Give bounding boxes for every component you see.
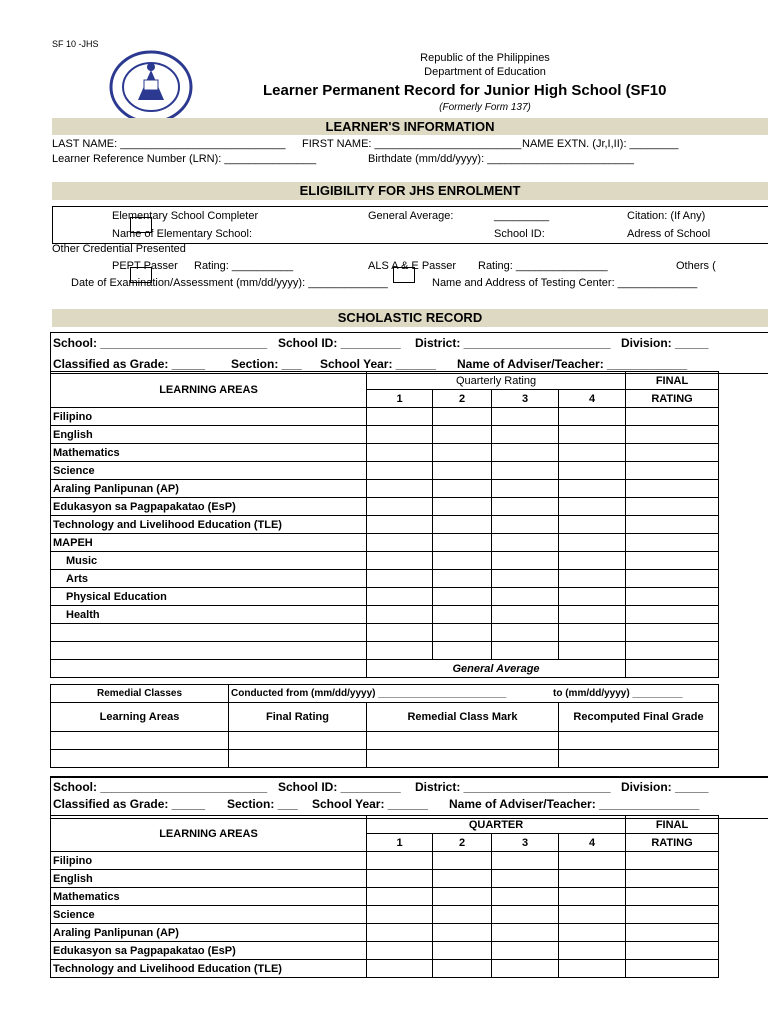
quarter-grade-cell[interactable] <box>559 570 626 588</box>
quarter-grade-cell[interactable] <box>433 642 492 660</box>
table-row <box>51 516 719 534</box>
quarter-grade-cell[interactable] <box>559 942 626 960</box>
quarter-3-header-2: 3 <box>492 834 559 852</box>
quarter-4-header: 4 <box>559 390 626 408</box>
table-row <box>51 480 719 498</box>
subject-cell: Araling Panlipunan (AP) <box>51 480 367 498</box>
quarter-grade-cell[interactable] <box>367 426 433 444</box>
quarter-grade-cell[interactable] <box>433 906 492 924</box>
table-row <box>51 924 719 942</box>
quarter-grade-cell[interactable] <box>492 462 559 480</box>
subject-cell <box>51 624 367 642</box>
subject-cell: Filipino <box>51 852 367 870</box>
quarter-grade-cell[interactable] <box>492 906 559 924</box>
final-rating-cell[interactable] <box>626 498 719 516</box>
table-row <box>51 552 719 570</box>
page-title: Learner Permanent Record for Junior High School (SF10 <box>263 82 667 99</box>
table-row <box>51 408 719 426</box>
final-rating-cell[interactable] <box>626 444 719 462</box>
general-average-label: General Average <box>367 660 626 678</box>
final-rating-cell[interactable] <box>626 480 719 498</box>
quarter-grade-cell[interactable] <box>433 444 492 462</box>
remedial-cell[interactable] <box>367 750 559 768</box>
table-row <box>51 942 719 960</box>
final-rating-cell[interactable] <box>626 534 719 552</box>
quarter-grade-cell[interactable] <box>492 498 559 516</box>
remedial-learning-areas-header: Learning Areas <box>51 703 229 732</box>
table-row <box>51 624 719 642</box>
pept-rating-field[interactable]: Rating: __________ <box>194 260 294 272</box>
school-year-field-1[interactable]: School Year: ______ <box>320 357 436 371</box>
quarter-grade-cell[interactable] <box>559 606 626 624</box>
subject-cell: English <box>51 870 367 888</box>
quarter-grade-cell[interactable] <box>367 588 433 606</box>
remedial-cell[interactable] <box>367 732 559 750</box>
quarter-grade-cell[interactable] <box>433 888 492 906</box>
quarter-grade-cell[interactable] <box>559 462 626 480</box>
remedial-cell[interactable] <box>229 732 367 750</box>
quarter-grade-cell[interactable] <box>433 942 492 960</box>
form-code: SF 10 -JHS <box>52 39 99 49</box>
quarter-grade-cell[interactable] <box>367 888 433 906</box>
deped-seal-icon <box>108 50 194 124</box>
remedial-cell[interactable] <box>559 732 719 750</box>
quarter-grade-cell[interactable] <box>367 516 433 534</box>
final-rating-cell[interactable] <box>626 462 719 480</box>
quarter-grade-cell[interactable] <box>367 870 433 888</box>
quarter-grade-cell[interactable] <box>433 426 492 444</box>
remedial-dates[interactable] <box>229 685 719 703</box>
school-id-field-2[interactable]: School ID: _________ <box>278 780 401 794</box>
republic-label: Republic of the Philippines <box>420 52 550 64</box>
school-id-field-1[interactable]: School ID: _________ <box>278 336 401 350</box>
subject-cell: Physical Education <box>51 588 367 606</box>
quarter-grade-cell[interactable] <box>559 870 626 888</box>
remedial-label: Remedial Classes <box>51 685 229 703</box>
quarter-grade-cell[interactable] <box>559 642 626 660</box>
general-average-label: General Average: <box>368 210 454 222</box>
quarter-grade-cell[interactable] <box>433 588 492 606</box>
section-field-2[interactable]: Section: ___ <box>227 797 298 811</box>
subject-cell: English <box>51 426 367 444</box>
quarter-grade-cell[interactable] <box>433 924 492 942</box>
quarter-grade-cell[interactable] <box>367 624 433 642</box>
rating-header: RATING <box>626 390 719 408</box>
quarter-grade-cell[interactable] <box>492 870 559 888</box>
quarter-grade-cell[interactable] <box>559 426 626 444</box>
quarter-grade-cell[interactable] <box>433 498 492 516</box>
grade-field-1[interactable]: Classified as Grade: _____ <box>53 357 206 371</box>
table-row <box>51 852 719 870</box>
lrn-field[interactable]: Learner Reference Number (LRN): _______________ <box>52 153 317 165</box>
table-row <box>51 426 719 444</box>
quarter-grade-cell[interactable] <box>559 498 626 516</box>
quarter-grade-cell[interactable] <box>559 444 626 462</box>
remedial-table <box>50 684 719 768</box>
elem-school-id-label: School ID: <box>494 228 545 240</box>
quarter-grade-cell[interactable] <box>367 852 433 870</box>
quarter-grade-cell[interactable] <box>492 960 559 978</box>
subject-cell: Filipino <box>51 408 367 426</box>
formerly-label: (Formerly Form 137) <box>439 102 531 113</box>
quarter-grade-cell[interactable] <box>492 570 559 588</box>
quarter-grade-cell[interactable] <box>492 888 559 906</box>
final-rating-cell[interactable] <box>626 606 719 624</box>
subject-cell: Araling Panlipunan (AP) <box>51 924 367 942</box>
quarter-grade-cell[interactable] <box>492 552 559 570</box>
table-row <box>51 570 719 588</box>
quarter-grade-cell[interactable] <box>433 552 492 570</box>
remedial-cell[interactable] <box>559 750 719 768</box>
subject-cell: Arts <box>51 570 367 588</box>
division-field-1[interactable]: Division: _____ <box>621 336 709 350</box>
pept-label: PEPT Passer <box>112 260 178 272</box>
remedial-final-rating-header: Final Rating <box>229 703 367 732</box>
quarter-grade-cell[interactable] <box>559 552 626 570</box>
quarter-grade-cell[interactable] <box>433 462 492 480</box>
quarter-grade-cell[interactable] <box>559 408 626 426</box>
quarter-grade-cell[interactable] <box>559 924 626 942</box>
quarter-grade-cell[interactable] <box>367 498 433 516</box>
department-label: Department of Education <box>424 66 546 78</box>
quarter-grade-cell[interactable] <box>559 960 626 978</box>
quarter-grade-cell[interactable] <box>433 624 492 642</box>
ga-spacer <box>51 660 367 678</box>
final-rating-cell[interactable] <box>626 852 719 870</box>
final-rating-cell[interactable] <box>626 924 719 942</box>
quarter-grade-cell[interactable] <box>367 444 433 462</box>
quarter-header-2: QUARTER <box>367 816 626 834</box>
subject-cell: Mathematics <box>51 888 367 906</box>
citation-label: Citation: (If Any) <box>627 210 706 222</box>
testing-center-field[interactable]: Name and Address of Testing Center: _____________ <box>432 277 698 289</box>
quarter-grade-cell[interactable] <box>492 852 559 870</box>
table-row <box>51 870 719 888</box>
quarter-grade-cell[interactable] <box>433 852 492 870</box>
quarter-grade-cell[interactable] <box>367 552 433 570</box>
quarter-grade-cell[interactable] <box>559 588 626 606</box>
quarter-grade-cell[interactable] <box>367 462 433 480</box>
final-rating-cell[interactable] <box>626 588 719 606</box>
remedial-cell[interactable] <box>229 750 367 768</box>
conducted-from-field[interactable]: Conducted from (mm/dd/yyyy) _______________________ <box>231 688 507 699</box>
final-rating-cell[interactable] <box>626 888 719 906</box>
table-row <box>51 444 719 462</box>
subject-cell: Edukasyon sa Pagpapakatao (EsP) <box>51 498 367 516</box>
quarter-grade-cell[interactable] <box>367 408 433 426</box>
quarter-grade-cell[interactable] <box>433 570 492 588</box>
date-exam-field[interactable]: Date of Examination/Assessment (mm/dd/yyyy): _____________ <box>71 277 388 289</box>
grades-table-1 <box>50 371 719 678</box>
subject-cell: Technology and Livelihood Education (TLE) <box>51 516 367 534</box>
quarter-grade-cell[interactable] <box>367 642 433 660</box>
quarter-grade-cell[interactable] <box>492 624 559 642</box>
name-extn-field[interactable]: NAME EXTN. (Jr,I,II): ________ <box>522 138 679 150</box>
final-rating-cell[interactable] <box>626 408 719 426</box>
school-field-1[interactable]: School: _________________________ <box>53 336 268 350</box>
quarter-grade-cell[interactable] <box>492 642 559 660</box>
final-header-2: FINAL <box>626 816 719 834</box>
district-field-1[interactable]: District: ______________________ <box>415 336 611 350</box>
quarter-grade-cell[interactable] <box>559 534 626 552</box>
quarter-grade-cell[interactable] <box>433 480 492 498</box>
final-rating-cell[interactable] <box>626 624 719 642</box>
final-rating-cell[interactable] <box>626 516 719 534</box>
others-label: Others ( <box>676 260 716 272</box>
table-row <box>51 588 719 606</box>
quarter-grade-cell[interactable] <box>559 852 626 870</box>
subject-cell <box>51 642 367 660</box>
eligibility-band: ELIGIBILITY FOR JHS ENROLMENT <box>52 182 768 200</box>
final-rating-cell[interactable] <box>626 942 719 960</box>
division-field-2[interactable]: Division: _____ <box>621 780 709 794</box>
remedial-cell[interactable] <box>51 750 229 768</box>
table-row <box>51 642 719 660</box>
conducted-to-field[interactable]: to (mm/dd/yyyy) _________ <box>553 688 683 699</box>
final-rating-cell[interactable] <box>626 642 719 660</box>
adviser-field-2[interactable]: Name of Adviser/Teacher: _______________ <box>449 797 700 811</box>
final-rating-cell[interactable] <box>626 570 719 588</box>
quarter-grade-cell[interactable] <box>367 480 433 498</box>
final-rating-cell[interactable] <box>626 552 719 570</box>
school-year-field-2[interactable]: School Year: ______ <box>312 797 428 811</box>
quarter-1-header-2: 1 <box>367 834 433 852</box>
learning-areas-header: LEARNING AREAS <box>51 372 367 408</box>
quarter-grade-cell[interactable] <box>367 606 433 624</box>
first-name-field[interactable]: FIRST NAME: ________________________ <box>302 138 522 150</box>
school-field-2[interactable]: School: _________________________ <box>53 780 268 794</box>
table-row <box>51 498 719 516</box>
elem-school-name-label: Name of Elementary School: <box>112 228 253 240</box>
als-label: ALS A & E Passer <box>368 260 457 272</box>
quarter-grade-cell[interactable] <box>492 606 559 624</box>
quarter-grade-cell[interactable] <box>492 924 559 942</box>
quarter-grade-cell[interactable] <box>492 942 559 960</box>
quarter-grade-cell[interactable] <box>492 534 559 552</box>
scholastic-band: SCHOLASTIC RECORD <box>52 309 768 327</box>
other-credential-label: Other Credential Presented <box>52 243 186 255</box>
final-rating-cell[interactable] <box>626 870 719 888</box>
subject-cell: Mathematics <box>51 444 367 462</box>
subject-cell: Technology and Livelihood Education (TLE) <box>51 960 367 978</box>
grades-table-2 <box>50 815 719 978</box>
remedial-cell[interactable] <box>51 732 229 750</box>
final-header: FINAL <box>626 372 719 390</box>
quarter-2-header: 2 <box>433 390 492 408</box>
final-rating-cell[interactable] <box>626 426 719 444</box>
rating-header-2: RATING <box>626 834 719 852</box>
quarter-grade-cell[interactable] <box>559 516 626 534</box>
quarter-1-header: 1 <box>367 390 433 408</box>
quarter-4-header-2: 4 <box>559 834 626 852</box>
subject-cell: Music <box>51 552 367 570</box>
table-row <box>51 462 719 480</box>
table-row <box>51 888 719 906</box>
elem-completer-label: Elementary School Completer <box>112 210 259 222</box>
quarter-grade-cell[interactable] <box>492 588 559 606</box>
general-average-cell[interactable] <box>626 660 719 678</box>
district-field-2[interactable]: District: ______________________ <box>415 780 611 794</box>
quarter-grade-cell[interactable] <box>367 924 433 942</box>
table-row <box>51 960 719 978</box>
quarter-grade-cell[interactable] <box>433 870 492 888</box>
quarter-grade-cell[interactable] <box>367 906 433 924</box>
school-address-label: Adress of School <box>627 228 711 240</box>
quarter-grade-cell[interactable] <box>367 942 433 960</box>
quarter-grade-cell[interactable] <box>559 480 626 498</box>
quarterly-rating-header: Quarterly Rating <box>367 372 626 390</box>
quarter-grade-cell[interactable] <box>559 624 626 642</box>
quarter-grade-cell[interactable] <box>433 606 492 624</box>
final-rating-cell[interactable] <box>626 906 719 924</box>
quarter-grade-cell[interactable] <box>492 408 559 426</box>
last-name-field[interactable]: LAST NAME: ___________________________ <box>52 138 286 150</box>
adviser-field-1[interactable]: Name of Adviser/Teacher: ____________ <box>457 357 688 371</box>
grade-field-2[interactable]: Classified as Grade: _____ <box>53 797 206 811</box>
table-row <box>51 606 719 624</box>
quarter-grade-cell[interactable] <box>433 960 492 978</box>
subject-cell: Edukasyon sa Pagpapakatao (EsP) <box>51 942 367 960</box>
quarter-grade-cell[interactable] <box>433 516 492 534</box>
quarter-grade-cell[interactable] <box>492 516 559 534</box>
quarter-grade-cell[interactable] <box>492 426 559 444</box>
quarter-2-header-2: 2 <box>433 834 492 852</box>
quarter-grade-cell[interactable] <box>433 534 492 552</box>
quarter-grade-cell[interactable] <box>559 888 626 906</box>
recomputed-final-grade-header: Recomputed Final Grade <box>559 703 719 732</box>
birthdate-field[interactable]: Birthdate (mm/dd/yyyy): ________________________ <box>368 153 635 165</box>
learner-info-band: LEARNER'S INFORMATION <box>52 118 768 135</box>
quarter-grade-cell[interactable] <box>433 408 492 426</box>
subject-cell: Health <box>51 606 367 624</box>
quarter-grade-cell[interactable] <box>367 960 433 978</box>
general-average-field[interactable]: _________ <box>494 210 550 222</box>
subject-cell: MAPEH <box>51 534 367 552</box>
als-rating-field[interactable]: Rating: _______________ <box>478 260 608 272</box>
subject-cell: Science <box>51 462 367 480</box>
quarter-3-header: 3 <box>492 390 559 408</box>
subject-cell: Science <box>51 906 367 924</box>
quarter-grade-cell[interactable] <box>492 480 559 498</box>
quarter-grade-cell[interactable] <box>367 570 433 588</box>
table-row <box>51 534 719 552</box>
quarter-grade-cell[interactable] <box>559 906 626 924</box>
learning-areas-header-2: LEARNING AREAS <box>51 816 367 852</box>
quarter-grade-cell[interactable] <box>367 534 433 552</box>
final-rating-cell[interactable] <box>626 960 719 978</box>
table-row <box>51 906 719 924</box>
remedial-class-mark-header: Remedial Class Mark <box>367 703 559 732</box>
quarter-grade-cell[interactable] <box>492 444 559 462</box>
section-field-1[interactable]: Section: ___ <box>231 357 302 371</box>
